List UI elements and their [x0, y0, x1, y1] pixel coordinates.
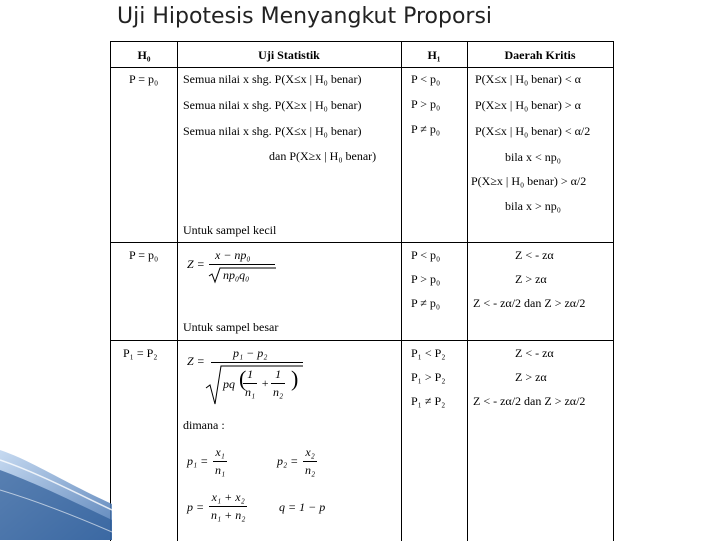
- s3-n2: n₂: [273, 385, 284, 399]
- s1-crit-2: P(X≥x | H₀ benar) > α: [475, 98, 581, 112]
- s2-h1-2: P > p₀: [411, 272, 441, 286]
- s3-h1-2: P₁ > P₂: [411, 370, 446, 384]
- s1-crit-6: bila x > np₀: [505, 199, 561, 213]
- s3-frac-1-n1: [243, 367, 257, 400]
- s1-h1-1: P < p₀: [411, 72, 441, 86]
- row-divider: [111, 67, 613, 68]
- s3-paren-open: (: [239, 366, 247, 391]
- s3-p-num: x₁ + x₂: [211, 490, 245, 504]
- s3-p2-den: n₂: [305, 463, 316, 477]
- s3-p1-den: n₁: [215, 463, 226, 477]
- s3-dimana: dimana :: [183, 418, 225, 432]
- s3-p1-num: x₁: [215, 445, 225, 459]
- s2-z-label: Z =: [187, 257, 205, 271]
- row-divider: [111, 340, 613, 341]
- s2-crit-2: Z > zα: [515, 272, 547, 286]
- s1-crit-3: P(X≤x | H₀ benar) < α/2: [475, 124, 591, 138]
- s3-p1-label: p₁ =: [187, 454, 209, 468]
- s3-p-frac: [209, 490, 247, 523]
- s3-p1-frac: [213, 445, 227, 478]
- s2-h0: P = p₀: [129, 248, 159, 262]
- s3-p-den: n₁ + n₂: [211, 508, 246, 522]
- s3-h1-3: P₁ ≠ P₂: [411, 394, 446, 408]
- header-h1: H₁: [427, 48, 441, 62]
- s2-z-numerator: x − np₀: [215, 248, 251, 262]
- s1-stat-4: dan P(X≥x | H₀ benar): [269, 149, 377, 163]
- s3-fraction-bar: [211, 362, 303, 363]
- decorative-swoosh: [0, 440, 130, 540]
- s3-p-label: p =: [187, 500, 205, 514]
- s2-h1-1: P < p₀: [411, 248, 441, 262]
- s3-crit-3: Z < - zα/2 dan Z > zα/2: [473, 394, 586, 408]
- s3-one-1: 1: [247, 367, 254, 381]
- s3-p2-label: p₂ =: [277, 454, 299, 468]
- s3-h0: P₁ = P₂: [123, 346, 158, 360]
- s2-h1-3: P ≠ p₀: [411, 296, 440, 310]
- s3-z-numerator: p₁ − p₂: [233, 346, 268, 360]
- s1-h1-2: P > p₀: [411, 97, 441, 111]
- s3-pq: pq: [223, 377, 235, 391]
- s1-stat-1: Semua nilai x shg. P(X≤x | H₀ benar): [183, 72, 362, 86]
- s3-frac-1-n2: [271, 367, 285, 400]
- s3-h1-1: P₁ < P₂: [411, 346, 446, 360]
- s1-h0: P = p₀: [129, 72, 159, 86]
- column-divider: [177, 42, 178, 541]
- s3-crit-2: Z > zα: [515, 370, 547, 384]
- column-divider: [467, 42, 468, 541]
- s2-fraction-bar: [209, 264, 275, 265]
- s3-p2-num: x₂: [305, 445, 315, 459]
- s2-crit-3: Z < - zα/2 dan Z > zα/2: [473, 296, 586, 310]
- s1-crit-1: P(X≤x | H₀ benar) < α: [475, 72, 581, 86]
- header-daerah-kritis: Daerah Kritis: [504, 48, 576, 62]
- s2-note: Untuk sampel besar: [183, 320, 279, 334]
- s3-p2-frac: [303, 445, 317, 478]
- slide-title: Uji Hipotesis Menyangkut Proporsi: [117, 4, 493, 29]
- s3-one-2: 1: [275, 367, 282, 381]
- s1-crit-4: bila x < np₀: [505, 150, 561, 164]
- hypothesis-table: [110, 41, 614, 541]
- s3-q-equation: q = 1 − p: [279, 500, 326, 514]
- header-h0: H₀: [137, 48, 151, 62]
- s3-z-label: Z =: [187, 354, 205, 368]
- s1-stat-3: Semua nilai x shg. P(X≤x | H₀ benar): [183, 124, 362, 138]
- s3-crit-1: Z < - zα: [515, 346, 554, 360]
- s1-note: Untuk sampel kecil: [183, 223, 277, 237]
- row-divider: [111, 242, 613, 243]
- s1-stat-2: Semua nilai x shg. P(X≥x | H₀ benar): [183, 98, 362, 112]
- s1-crit-5: P(X≥x | H₀ benar) > α/2: [471, 174, 587, 188]
- s3-n1: n₁: [245, 385, 256, 399]
- s2-crit-1: Z < - zα: [515, 248, 554, 262]
- header-uji-statistik: Uji Statistik: [258, 48, 320, 62]
- s3-plus: +: [261, 376, 270, 390]
- s3-paren-close: ): [291, 366, 299, 391]
- column-divider: [401, 42, 402, 541]
- s2-z-denominator: np₀q₀: [223, 268, 250, 282]
- s1-h1-3: P ≠ p₀: [411, 122, 440, 136]
